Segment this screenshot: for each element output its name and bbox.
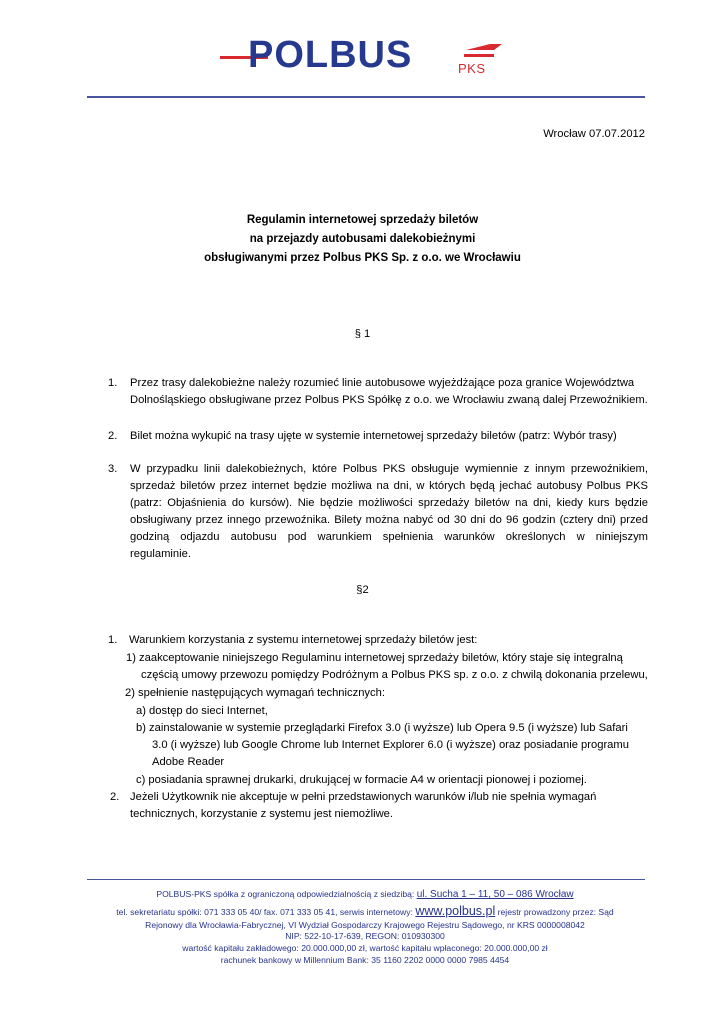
header-divider <box>87 96 645 98</box>
item-line: W przypadku linii dalekobieżnych, które Polbus PKS obsługuje wymiennie z innym przewoźnikiem, <box>130 463 648 475</box>
footer-website-link[interactable]: www.polbus.pl <box>415 904 496 918</box>
footer-bank-account: rachunek bankowy w Millennium Bank: 35 1160 2202 0000 0000 7985 4454 <box>220 955 510 965</box>
section-2-heading: §2 <box>356 584 369 596</box>
footer-court-line: Rejonowy dla Wrocławia-Fabrycznej, VI Wydział Gospodarczy Krajowego Rejestru Sądowego, nr KRS 0000008042 <box>145 920 585 930</box>
item-number: 2. <box>108 430 118 442</box>
footer-capital: wartość kapitału zakładowego: 20.000.000,00 zł, wartość kapitału wpłaconego: 20.000.000,00 zł <box>182 943 548 953</box>
item-number: 2. <box>110 791 120 803</box>
sub-sub-item-line: a) dostęp do sieci Internet, <box>136 705 268 717</box>
logo-wordmark: POLBUS <box>248 34 413 76</box>
title-line-3: obsługiwanymi przez Polbus PKS Sp. z o.o. we Wrocławiu <box>204 252 521 264</box>
item-line: sprzedaż biletów przez internet będzie możliwa na dni, w których będą jechać autobusy Polbus PKS <box>130 480 648 492</box>
item-line: Przez trasy dalekobieżne należy rozumieć linie autobusowe wyjeżdżające poza granice Województwa <box>130 377 635 389</box>
sub-sub-item-line: c) posiadania sprawnej drukarki, drukującej w formacie A4 w orientacji pionowej i poziomej. <box>136 774 587 786</box>
item-line: Bilet można wykupić na trasy ujęte w systemie internetowej sprzedaży biletów (patrz: Wybór trasy) <box>130 430 617 442</box>
polbus-logo <box>218 34 513 80</box>
sub-sub-item-line: 3.0 (i wyższe) lub Google Chrome lub Internet Explorer 6.0 (i wyższe) oraz posiadanie programu <box>152 739 629 751</box>
item-number: 1. <box>108 377 118 389</box>
footer-company-line <box>70 887 660 902</box>
section-1-item-1 <box>108 375 653 415</box>
document-date: Wrocław 07.07.2012 <box>543 128 645 140</box>
title-line-2: na przejazdy autobusami dalekobieżnymi <box>249 233 476 245</box>
logo-pks-label: PKS <box>458 61 486 76</box>
title-line-1: Regulamin internetowej sprzedaży biletów <box>246 214 479 226</box>
item-line: (patrz: Objaśnienia do kursów). Nie będzie możliwości sprzedaży biletów na dni, kiedy kurs będzie <box>130 497 648 509</box>
item-line: technicznych, korzystanie z systemu jest niemożliwe. <box>130 808 394 820</box>
document-title <box>0 211 725 268</box>
item-number: 3. <box>108 463 118 475</box>
sub-item-line: 2) spełnienie następujących wymagań technicznych: <box>125 687 385 699</box>
section-2-list <box>108 632 653 832</box>
item-line: Dolnośląskiego obsługiwane przez Polbus PKS Spółkę z o.o. we Wrocławiu zwaną dalej Przewoźnikiem. <box>130 394 648 406</box>
item-line: Warunkiem korzystania z systemu internetowej sprzedaży biletów jest: <box>129 634 478 646</box>
item-line: Jeżeli Użytkownik nie akceptuje w pełni przedstawionych warunków i/lub nie spełnia wymagań <box>130 791 597 803</box>
section-1-item-2 <box>108 428 653 448</box>
item-line: regulaminie. <box>130 548 191 560</box>
footer-contact-line <box>60 904 670 919</box>
item-line: godziną odjazdu autobusu pod warunkiem spełnienia warunków określonych w niniejszym <box>130 531 648 543</box>
item-line: obsługiwany przez innego przewoźnika. Bilety można nabyć od 30 dni do 96 godzin (cztery dni) przed <box>130 514 648 526</box>
sub-sub-item-line: b) zainstalowanie w systemie przeglądarki Firefox 3.0 (i wyższe) lub Opera 9.5 (i wyższe) lub Safari <box>136 722 628 734</box>
sub-sub-item-line: Adobe Reader <box>152 756 225 768</box>
item-number: 1. <box>108 634 118 646</box>
footer-divider <box>87 879 645 880</box>
section-1-heading: § 1 <box>354 328 371 340</box>
footer-phone-fax: tel. sekretariatu spółki: 071 333 05 40/ fax. 071 333 05 41, serwis internetowy: <box>116 907 413 917</box>
footer-nip-regon: NIP: 522-10-17-639, REGON: 010930300 <box>285 931 445 941</box>
logo-wing-icon <box>464 44 502 58</box>
footer-address-link[interactable]: ul. Sucha 1 – 11, 50 – 086 Wrocław <box>416 889 574 900</box>
sub-item-line: częścią umowy przewozu pomiędzy Podróżnym a Polbus PKS sp. z o.o. z chwilą dokonania przelewu, <box>141 669 648 681</box>
footer-registry: rejestr prowadzony przez: Sąd <box>497 907 614 917</box>
sub-item-line: 1) zaakceptowanie niniejszego Regulaminu internetowej sprzedaży biletów, który staje się integralną <box>126 652 623 664</box>
section-1-item-3 <box>108 461 653 571</box>
footer-company-name: POLBUS-PKS spółka z ograniczoną odpowiedzialnością z siedzibą: <box>156 889 415 899</box>
